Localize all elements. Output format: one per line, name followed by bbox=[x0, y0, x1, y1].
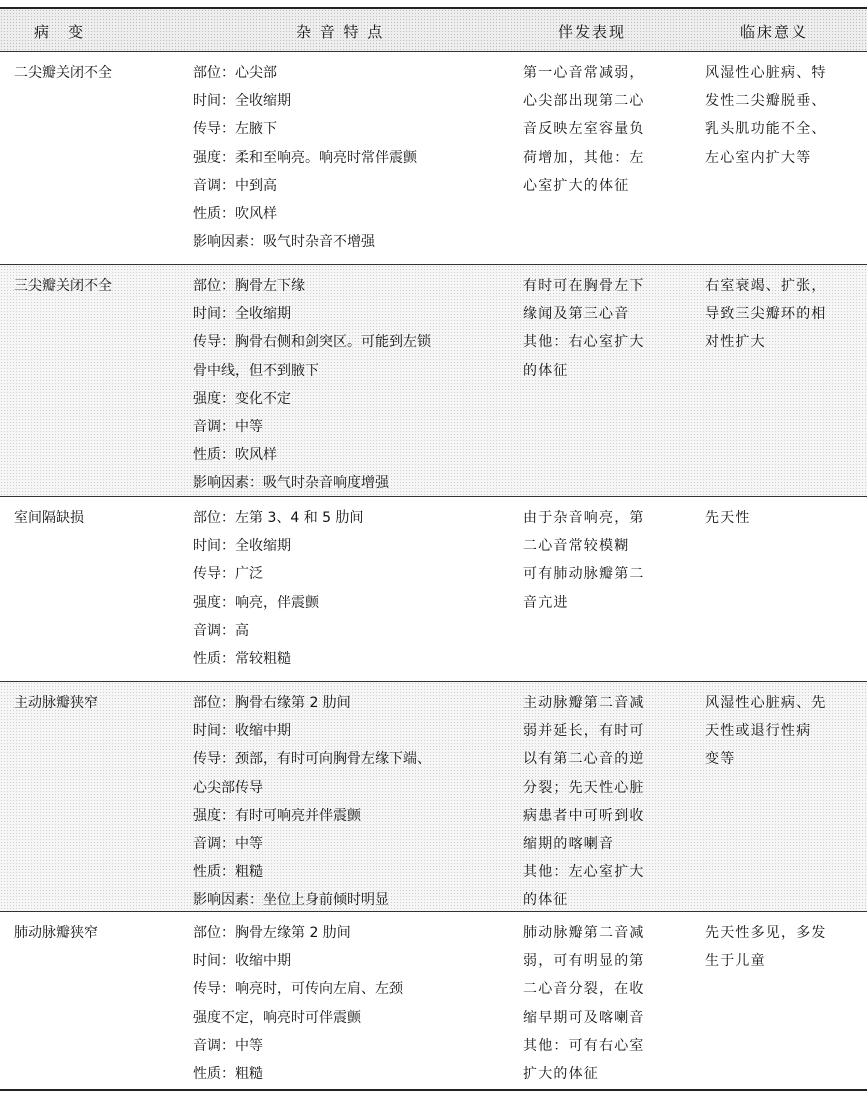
finding-line: 的体征 bbox=[523, 892, 569, 909]
finding-line: 由于杂音响亮，第 bbox=[523, 510, 645, 526]
findings-cell bbox=[523, 504, 673, 617]
significance-line: 发性二尖瓣脱垂、 bbox=[705, 93, 827, 110]
finding-line: 弱，可有明显的第 bbox=[523, 953, 645, 970]
feature-line: 强度：柔和至响亮。响亮时常伴震颤 bbox=[193, 149, 417, 166]
findings-cell bbox=[523, 919, 673, 1088]
finding-line: 荷增加，其他：左 bbox=[523, 149, 645, 166]
finding-line: 肺动脉瓣第二音减 bbox=[523, 925, 645, 941]
feature-line: 影响因素：吸气时杂音响度增强 bbox=[193, 475, 389, 492]
feature-line: 部位：胸骨左下缘 bbox=[193, 278, 305, 294]
feature-line: 影响因素：吸气时杂音不增强 bbox=[193, 234, 375, 251]
feature-line: 部位：左第 3、4 和 5 肋间 bbox=[193, 510, 364, 526]
feature-line: 音调：中等 bbox=[193, 1037, 263, 1054]
table-row bbox=[0, 682, 867, 912]
finding-line: 扩大的体征 bbox=[523, 1066, 599, 1083]
feature-line: 性质：吹风样 bbox=[193, 206, 277, 223]
significance-cell bbox=[705, 689, 860, 774]
feature-line: 时间：全收缩期 bbox=[193, 538, 291, 555]
header-lesion: 病 变 bbox=[34, 23, 86, 41]
finding-line: 分裂；先天性心脏 bbox=[523, 779, 645, 796]
feature-line: 强度：变化不定 bbox=[193, 390, 291, 407]
finding-line: 缩早期可及喀喇音 bbox=[523, 1009, 645, 1026]
features-cell bbox=[193, 919, 493, 1088]
finding-line: 音亢进 bbox=[523, 594, 569, 611]
findings-cell bbox=[523, 272, 673, 385]
significance-line: 右室衰竭、扩张， bbox=[705, 278, 827, 294]
feature-line: 性质：粗糙 bbox=[193, 1066, 263, 1083]
finding-line: 其他：左心室扩大 bbox=[523, 864, 645, 881]
significance-cell bbox=[705, 504, 860, 532]
finding-line: 弱并延长，有时可 bbox=[523, 723, 645, 740]
feature-line: 强度不定，响亮时可伴震颤 bbox=[193, 1009, 361, 1026]
feature-line: 性质：粗糙 bbox=[193, 864, 263, 881]
finding-line: 音反映左室容量负 bbox=[523, 121, 645, 138]
finding-line: 其他：可有右心室 bbox=[523, 1037, 645, 1054]
finding-line: 第一心音常减弱， bbox=[523, 65, 645, 81]
significance-cell bbox=[705, 272, 860, 357]
finding-line: 二心音分裂，在收 bbox=[523, 981, 645, 998]
lesion-cell: 主动脉瓣狭窄 bbox=[14, 695, 98, 711]
significance-line: 变等 bbox=[705, 751, 736, 768]
feature-line: 音调：中到高 bbox=[193, 177, 277, 194]
feature-line: 音调：高 bbox=[193, 622, 249, 639]
finding-line: 病患者中可听到收 bbox=[523, 807, 645, 824]
feature-line: 性质：吹风样 bbox=[193, 447, 277, 464]
feature-line: 传导：胸骨右侧和剑突区。可能到左锁 bbox=[193, 334, 431, 351]
lesion-cell: 二尖瓣关闭不全 bbox=[14, 65, 112, 81]
feature-line: 时间：全收缩期 bbox=[193, 306, 291, 323]
finding-line: 主动脉瓣第二音减 bbox=[523, 695, 645, 711]
lesion-cell: 室间隔缺损 bbox=[14, 510, 84, 526]
finding-line: 其他：右心室扩大 bbox=[523, 334, 645, 351]
finding-line: 可有肺动脉瓣第二 bbox=[523, 566, 645, 583]
feature-line: 强度：有时可响亮并伴震颤 bbox=[193, 807, 361, 824]
features-cell bbox=[193, 504, 493, 673]
significance-line: 风湿性心脏病、先 bbox=[705, 695, 827, 711]
finding-line: 缩期的喀喇音 bbox=[523, 836, 615, 853]
significance-line: 乳头肌功能不全、 bbox=[705, 121, 827, 138]
feature-line: 时间：收缩中期 bbox=[193, 953, 291, 970]
feature-line: 传导：响亮时，可传向左肩、左颈 bbox=[193, 981, 403, 998]
feature-line: 传导：左腋下 bbox=[193, 121, 277, 138]
features-cell bbox=[193, 59, 493, 256]
significance-cell bbox=[705, 919, 860, 975]
feature-line: 部位：胸骨左缘第 2 肋间 bbox=[193, 925, 351, 941]
significance-line: 对性扩大 bbox=[705, 334, 766, 351]
feature-line: 传导：广泛 bbox=[193, 566, 263, 583]
feature-line: 影响因素：坐位上身前倾时明显 bbox=[193, 892, 389, 909]
findings-cell bbox=[523, 59, 673, 200]
significance-line: 先天性 bbox=[705, 510, 751, 526]
feature-line: 强度：响亮，伴震颤 bbox=[193, 594, 319, 611]
lesion-cell: 肺动脉瓣狭窄 bbox=[14, 925, 98, 941]
feature-line: 音调：中等 bbox=[193, 419, 263, 436]
feature-line: 心尖部传导 bbox=[193, 779, 263, 796]
feature-line: 时间：全收缩期 bbox=[193, 93, 291, 110]
finding-line: 二心音常较模糊 bbox=[523, 538, 630, 555]
significance-line: 先天性多见，多发 bbox=[705, 925, 827, 941]
header-clinical-significance: 临床意义 bbox=[740, 23, 809, 41]
header-associated-findings: 伴发表现 bbox=[558, 23, 627, 41]
feature-line: 音调：中等 bbox=[193, 836, 263, 853]
finding-line: 有时可在胸骨左下 bbox=[523, 278, 645, 294]
finding-line: 以有第二心音的逆 bbox=[523, 751, 645, 768]
significance-cell bbox=[705, 59, 860, 172]
table-row bbox=[0, 497, 867, 682]
features-cell bbox=[193, 272, 493, 498]
findings-cell bbox=[523, 689, 673, 915]
table-header bbox=[0, 9, 867, 52]
significance-line: 导致三尖瓣环的相 bbox=[705, 306, 827, 323]
feature-line: 性质：常较粗糙 bbox=[193, 651, 291, 668]
table-row bbox=[0, 52, 867, 265]
finding-line: 的体征 bbox=[523, 362, 569, 379]
features-cell bbox=[193, 689, 493, 915]
feature-line: 时间：收缩中期 bbox=[193, 723, 291, 740]
table-row bbox=[0, 265, 867, 497]
feature-line: 部位：胸骨右缘第 2 肋间 bbox=[193, 695, 351, 711]
significance-line: 天性或退行性病 bbox=[705, 723, 812, 740]
lesion-cell: 三尖瓣关闭不全 bbox=[14, 278, 112, 294]
significance-line: 生于儿童 bbox=[705, 953, 766, 970]
finding-line: 心室扩大的体征 bbox=[523, 177, 630, 194]
table-row bbox=[0, 912, 867, 1089]
feature-line: 传导：颈部，有时可向胸骨左缘下端、 bbox=[193, 751, 431, 768]
feature-line: 部位：心尖部 bbox=[193, 65, 277, 81]
murmur-comparison-table bbox=[0, 7, 867, 1091]
header-murmur-features: 杂 音 特 点 bbox=[296, 23, 385, 41]
finding-line: 缘闻及第三心音 bbox=[523, 306, 630, 323]
finding-line: 心尖部出现第二心 bbox=[523, 93, 645, 110]
feature-line: 骨中线，但不到腋下 bbox=[193, 362, 319, 379]
significance-line: 左心室内扩大等 bbox=[705, 149, 812, 166]
significance-line: 风湿性心脏病、特 bbox=[705, 65, 827, 81]
